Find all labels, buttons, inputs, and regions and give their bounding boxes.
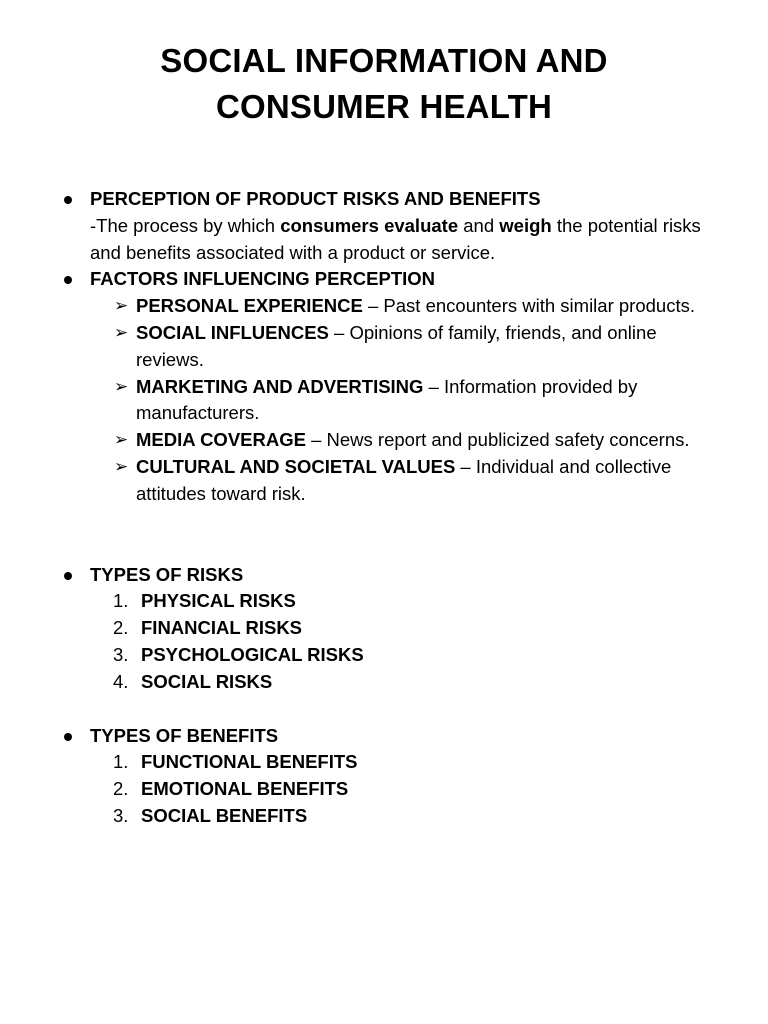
factor-text: – Individual and collective attitudes toward risk. — [136, 455, 672, 504]
list-number: 2. — [113, 778, 129, 800]
section-description — [90, 213, 715, 267]
list-number: 1. — [113, 751, 129, 773]
factor-item — [114, 293, 716, 320]
section-perception — [90, 186, 715, 266]
desc-bold-text: consumers evaluate — [280, 214, 459, 236]
list-number: 3. — [113, 643, 129, 665]
list-number: 4. — [113, 670, 129, 692]
factor-text: – Past encounters with similar products. — [362, 295, 695, 317]
factor-item — [114, 320, 716, 374]
bullet-icon — [64, 733, 72, 741]
document-body — [0, 186, 768, 830]
desc-text: the potential risks and benefits associated with a product or service. — [90, 214, 701, 263]
title-line-2: CONSUMER HEALTH — [215, 88, 553, 125]
section-types-of-benefits — [90, 723, 715, 830]
desc-bold-text: weigh — [499, 214, 552, 236]
section-factors — [90, 266, 715, 293]
arrowhead-icon: ➢ — [114, 322, 129, 342]
section-heading: TYPES OF RISKS — [90, 563, 244, 585]
factor-label: MARKETING AND ADVERTISING — [136, 375, 424, 397]
factor-text: – News report and publicized safety concerns. — [305, 429, 690, 451]
factor-label: PERSONAL EXPERIENCE — [136, 295, 363, 317]
list-number: 2. — [113, 617, 129, 639]
factor-item — [114, 427, 716, 454]
factor-text: – Information provided by manufacturers. — [136, 375, 638, 424]
risk-label: PSYCHOLOGICAL RISKS — [141, 643, 364, 665]
risk-item — [113, 669, 715, 696]
benefit-label: SOCIAL BENEFITS — [141, 804, 308, 826]
section-heading: TYPES OF BENEFITS — [90, 724, 279, 746]
factor-item — [114, 454, 716, 508]
bullet-icon — [64, 572, 72, 580]
arrowhead-icon: ➢ — [114, 430, 129, 450]
benefit-item — [113, 776, 715, 803]
factor-list — [90, 293, 715, 507]
spacer — [0, 696, 768, 723]
title-line-1: SOCIAL INFORMATION AND — [160, 42, 608, 79]
risk-label: FINANCIAL RISKS — [141, 617, 303, 639]
risk-item — [113, 615, 715, 642]
factor-label: CULTURAL AND SOCIETAL VALUES — [136, 455, 456, 477]
desc-text: and — [458, 214, 500, 236]
desc-text: -The process by which — [90, 214, 281, 236]
arrowhead-icon: ➢ — [114, 456, 129, 476]
section-heading: FACTORS INFLUENCING PERCEPTION — [90, 268, 436, 290]
benefit-item — [113, 749, 715, 776]
benefit-label: EMOTIONAL BENEFITS — [141, 778, 349, 800]
section-types-of-risks — [90, 562, 715, 696]
spacer — [0, 535, 768, 562]
factor-label: SOCIAL INFLUENCES — [136, 321, 329, 343]
factor-item — [114, 374, 716, 428]
bullet-icon — [64, 196, 72, 204]
list-number: 3. — [113, 804, 129, 826]
document-title — [0, 38, 768, 130]
benefit-item — [113, 803, 715, 830]
risk-item — [113, 642, 715, 669]
factor-label: MEDIA COVERAGE — [136, 429, 306, 451]
risk-label: PHYSICAL RISKS — [141, 590, 296, 612]
risk-item — [113, 588, 715, 615]
arrowhead-icon: ➢ — [114, 296, 129, 316]
arrowhead-icon: ➢ — [114, 376, 129, 396]
benefit-label: FUNCTIONAL BENEFITS — [141, 751, 358, 773]
list-number: 1. — [113, 590, 129, 612]
factor-text: – Opinions of family, friends, and online reviews. — [136, 321, 657, 370]
spacer — [0, 508, 768, 535]
risk-label: SOCIAL RISKS — [141, 670, 273, 692]
section-heading: PERCEPTION OF PRODUCT RISKS AND BENEFITS — [90, 188, 541, 209]
bullet-icon — [64, 276, 72, 284]
